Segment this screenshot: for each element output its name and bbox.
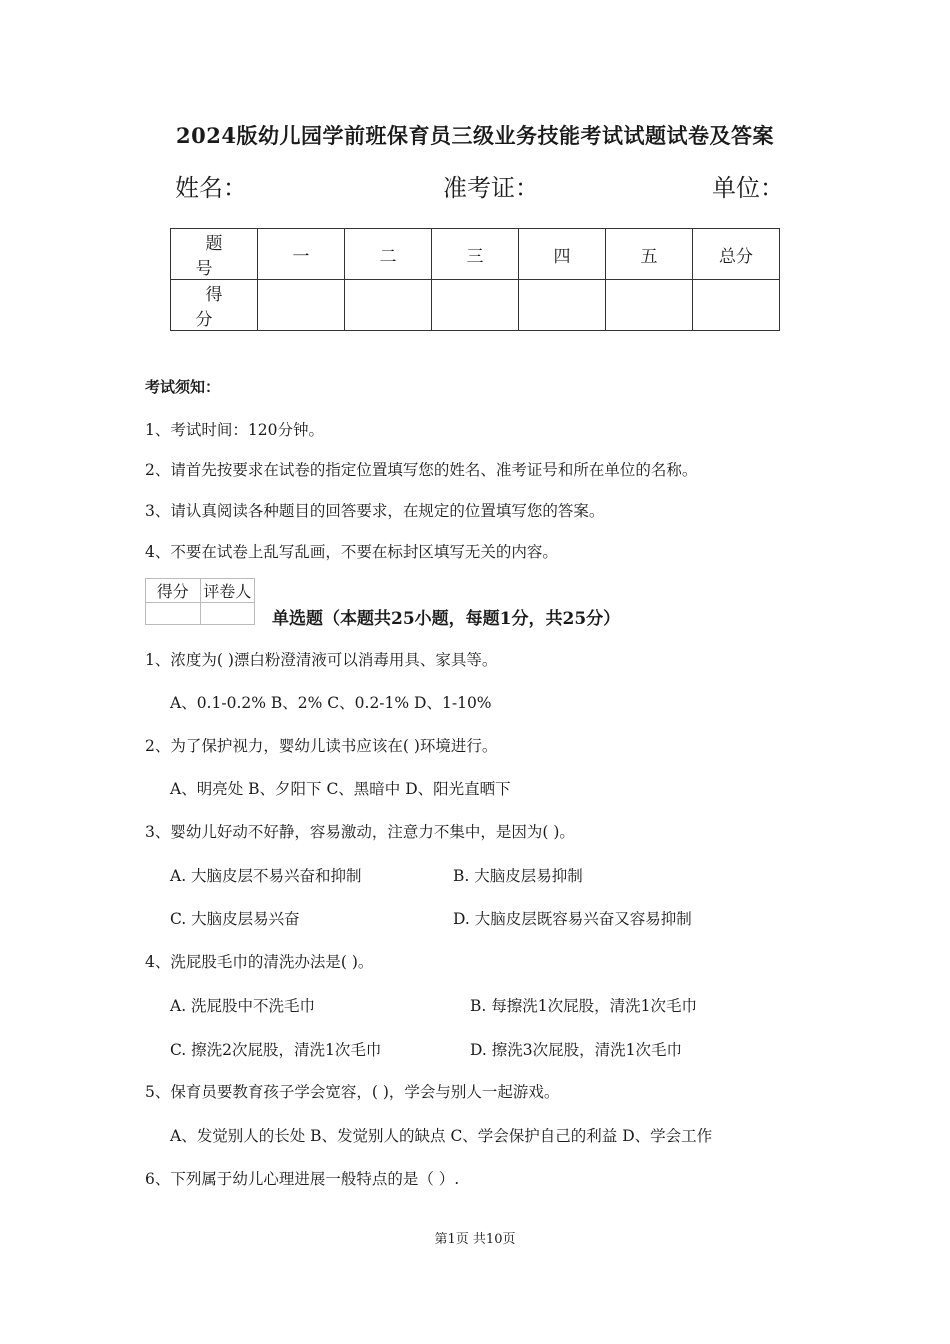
- score-table-col-5: 五: [606, 229, 693, 280]
- question-4-option-b: B. 每擦洗1次屁股，清洗1次毛巾: [470, 997, 697, 1015]
- question-5-options: A、发觉别人的长处 B、发觉别人的缺点 C、学会保护自己的利益 D、学会工作: [170, 1127, 713, 1145]
- notice-title: 考试须知：: [145, 378, 221, 396]
- question-2: 2、为了保护视力，婴幼儿读书应该在( )环境进行。: [145, 737, 498, 755]
- grader-name-label: 评卷人: [200, 579, 255, 603]
- exam-number-field-label: 准考证：: [443, 174, 539, 202]
- grader-box: [145, 578, 255, 625]
- score-table-col-2: 二: [345, 229, 432, 280]
- question-6: 6、下列属于幼儿心理进展一般特点的是（ ）.: [145, 1170, 460, 1188]
- question-2-options: A、明亮处 B、夕阳下 C、黑暗中 D、阳光直晒下: [170, 780, 511, 798]
- score-cell: [258, 280, 345, 331]
- score-cell: [693, 280, 780, 331]
- notice-item: 3、请认真阅读各种题目的回答要求，在规定的位置填写您的答案。: [145, 502, 605, 520]
- notice-item: 2、请首先按要求在试卷的指定位置填写您的姓名、准考证号和所在单位的名称。: [145, 461, 698, 479]
- question-4-option-c: C. 擦洗2次屁股，清洗1次毛巾: [170, 1041, 382, 1059]
- score-table: [170, 228, 780, 331]
- score-table-header-row: [171, 229, 780, 280]
- score-cell: [432, 280, 519, 331]
- grader-score-label: 得分: [146, 579, 201, 603]
- page-title: 2024版幼儿园学前班保育员三级业务技能考试试题试卷及答案: [176, 123, 774, 148]
- question-4-option-d: D. 擦洗3次屁股，清洗1次毛巾: [470, 1041, 682, 1059]
- name-field-label: 姓名：: [175, 174, 247, 202]
- score-table-score-row: [171, 280, 780, 331]
- grader-score-cell: [146, 603, 201, 625]
- question-3-option-a: A. 大脑皮层不易兴奋和抑制: [170, 867, 362, 885]
- unit-field-label: 单位：: [712, 174, 784, 202]
- question-3-option-c: C. 大脑皮层易兴奋: [170, 910, 300, 928]
- page-footer: 第1页 共10页: [434, 1232, 516, 1247]
- question-4: 4、洗屁股毛巾的清洗办法是( )。: [145, 953, 374, 971]
- notice-item: 4、不要在试卷上乱写乱画，不要在标封区填写无关的内容。: [145, 543, 558, 561]
- question-3-option-d: D. 大脑皮层既容易兴奋又容易抑制: [453, 910, 692, 928]
- notice-item: 1、考试时间：120分钟。: [145, 421, 324, 439]
- question-1: 1、浓度为( )漂白粉澄清液可以消毒用具、家具等。: [145, 651, 498, 669]
- question-5: 5、保育员要教育孩子学会宽容，( )，学会与别人一起游戏。: [145, 1083, 560, 1101]
- score-table-header-label: 题号: [171, 229, 258, 280]
- question-3-option-b: B. 大脑皮层易抑制: [453, 867, 583, 885]
- score-table-col-1: 一: [258, 229, 345, 280]
- score-cell: [345, 280, 432, 331]
- score-table-col-4: 四: [519, 229, 606, 280]
- score-table-col-3: 三: [432, 229, 519, 280]
- section-title: 单选题（本题共25小题，每题1分，共25分）: [272, 609, 621, 629]
- score-cell: [519, 280, 606, 331]
- question-4-option-a: A. 洗屁股中不洗毛巾: [170, 997, 316, 1015]
- score-cell: [606, 280, 693, 331]
- grader-name-cell: [200, 603, 255, 625]
- question-1-options: A、0.1-0.2% B、2% C、0.2-1% D、1-10%: [170, 694, 492, 712]
- score-table-col-total: 总分: [693, 229, 780, 280]
- question-3: 3、婴幼儿好动不好静，容易激动，注意力不集中，是因为( )。: [145, 823, 575, 841]
- score-table-score-label: 得分: [171, 280, 258, 331]
